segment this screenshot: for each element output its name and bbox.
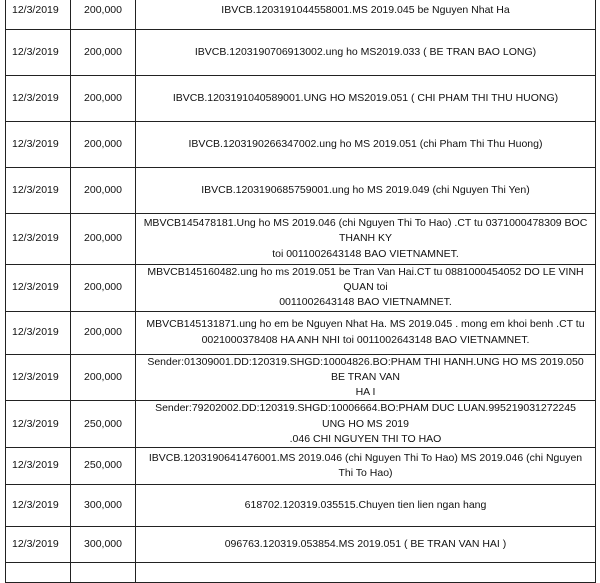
description-line: 096763.120319.053854.MS 2019.051 ( BE TRAN VAN HAI ) — [224, 537, 507, 550]
date-cell: 12/3/2019 — [6, 354, 71, 401]
description-line: IBVCB.1203191044558001.MS 2019.045 be Nguyen Nhat Ha — [221, 4, 510, 17]
table-row — [6, 0, 596, 30]
amount-cell: 200,000 — [71, 30, 136, 76]
description-line: .046 CHI NGUYEN THI TO HAO — [289, 432, 442, 445]
description-line: Sender:79202002.DD:120319.SHGD:10006664.BO:PHAM DUC LUAN.995219031272245 UNG HO MS 2019 — [155, 402, 576, 430]
table-body — [6, 0, 596, 582]
description-line: IBVCB.1203190641476001.MS 2019.046 (chi Nguyen Thi To Hao) MS 2019.046 (chi Nguyen Thi To Hao) — [148, 451, 583, 479]
description-line: MBVCB145131871.ung ho em be Nguyen Nhat Ha. MS 2019.045 . mong em khoi benh .CT tu — [146, 318, 585, 331]
description-cell — [136, 484, 596, 526]
table-row — [6, 354, 596, 401]
description-line: MBVCB145478181.Ung ho MS 2019.046 (chi Nguyen Thi To Hao) .CT tu 0371000478309 BOC THANH KY — [143, 217, 588, 245]
amount-cell: 200,000 — [71, 0, 136, 30]
table-row — [6, 30, 596, 76]
description-line: 0021000378408 HA ANH NHI toi 0011002643148 BAO VIETNAMNET. — [201, 333, 530, 346]
amount-cell: 200,000 — [71, 168, 136, 214]
amount-cell: 250,000 — [71, 447, 136, 484]
amount-cell: 300,000 — [71, 484, 136, 526]
table-row — [6, 447, 596, 484]
description-line: Sender:01309001.DD:120319.SHGD:10004826.BO:PHAM THI HANH.UNG HO MS 2019.050 BE TRAN VAN — [147, 355, 584, 383]
amount-cell: 200,000 — [71, 354, 136, 401]
table-row — [6, 214, 596, 265]
date-cell: 12/3/2019 — [6, 526, 71, 562]
amount-cell: 200,000 — [71, 76, 136, 122]
description-line: IBVCB.1203190685759001.ung ho MS 2019.049 (chi Nguyen Thi Yen) — [201, 183, 530, 196]
date-cell: 12/3/2019 — [6, 30, 71, 76]
table-row — [6, 168, 596, 214]
description-line: IBVCB.1203190706913002.ung ho MS2019.033 ( BE TRAN BAO LONG) — [194, 45, 537, 58]
table-row — [6, 311, 596, 354]
description-line: MBVCB145160482.ung ho ms 2019.051 be Tran Van Hai.CT tu 0881000454052 DO LE VINH QUAN toi — [147, 266, 584, 294]
table-row — [6, 526, 596, 562]
description-cell — [136, 0, 596, 30]
empty-cell — [6, 562, 71, 582]
description-cell — [136, 354, 596, 401]
table-row — [6, 122, 596, 168]
table-row — [6, 484, 596, 526]
date-cell: 12/3/2019 — [6, 168, 71, 214]
date-cell: 12/3/2019 — [6, 214, 71, 265]
amount-cell: 200,000 — [71, 265, 136, 312]
description-line: toi 0011002643148 BAO VIETNAMNET. — [272, 247, 459, 260]
amount-cell: 250,000 — [71, 401, 136, 448]
date-cell: 12/3/2019 — [6, 447, 71, 484]
table-row — [6, 265, 596, 312]
date-cell: 12/3/2019 — [6, 484, 71, 526]
description-cell — [136, 168, 596, 214]
table-row — [6, 76, 596, 122]
description-line: IBVCB.1203190266347002.ung ho MS 2019.051 (chi Pham Thi Thu Huong) — [188, 137, 543, 150]
description-line: 0011002643148 BAO VIETNAMNET. — [279, 296, 452, 309]
amount-cell: 200,000 — [71, 311, 136, 354]
donation-table — [5, 0, 596, 583]
description-cell — [136, 447, 596, 484]
date-cell: 12/3/2019 — [6, 401, 71, 448]
description-cell — [136, 214, 596, 265]
date-cell: 12/3/2019 — [6, 76, 71, 122]
date-cell: 12/3/2019 — [6, 265, 71, 312]
description-cell — [136, 76, 596, 122]
table-row — [6, 401, 596, 448]
amount-cell: 200,000 — [71, 122, 136, 168]
description-cell — [136, 526, 596, 562]
date-cell: 12/3/2019 — [6, 311, 71, 354]
description-cell — [136, 311, 596, 354]
empty-cell — [71, 562, 136, 582]
amount-cell: 200,000 — [71, 214, 136, 265]
table-row-partial — [6, 562, 596, 582]
description-line: HA I — [355, 386, 376, 399]
description-line: 618702.120319.035515.Chuyen tien lien ngan hang — [244, 498, 487, 511]
description-cell — [136, 122, 596, 168]
date-cell: 12/3/2019 — [6, 0, 71, 30]
description-cell — [136, 265, 596, 312]
date-cell: 12/3/2019 — [6, 122, 71, 168]
amount-cell: 300,000 — [71, 526, 136, 562]
description-line: IBVCB.1203191040589001.UNG HO MS2019.051 ( CHI PHAM THI THU HUONG) — [172, 91, 559, 104]
description-cell — [136, 401, 596, 448]
empty-cell — [136, 562, 596, 582]
description-cell — [136, 30, 596, 76]
